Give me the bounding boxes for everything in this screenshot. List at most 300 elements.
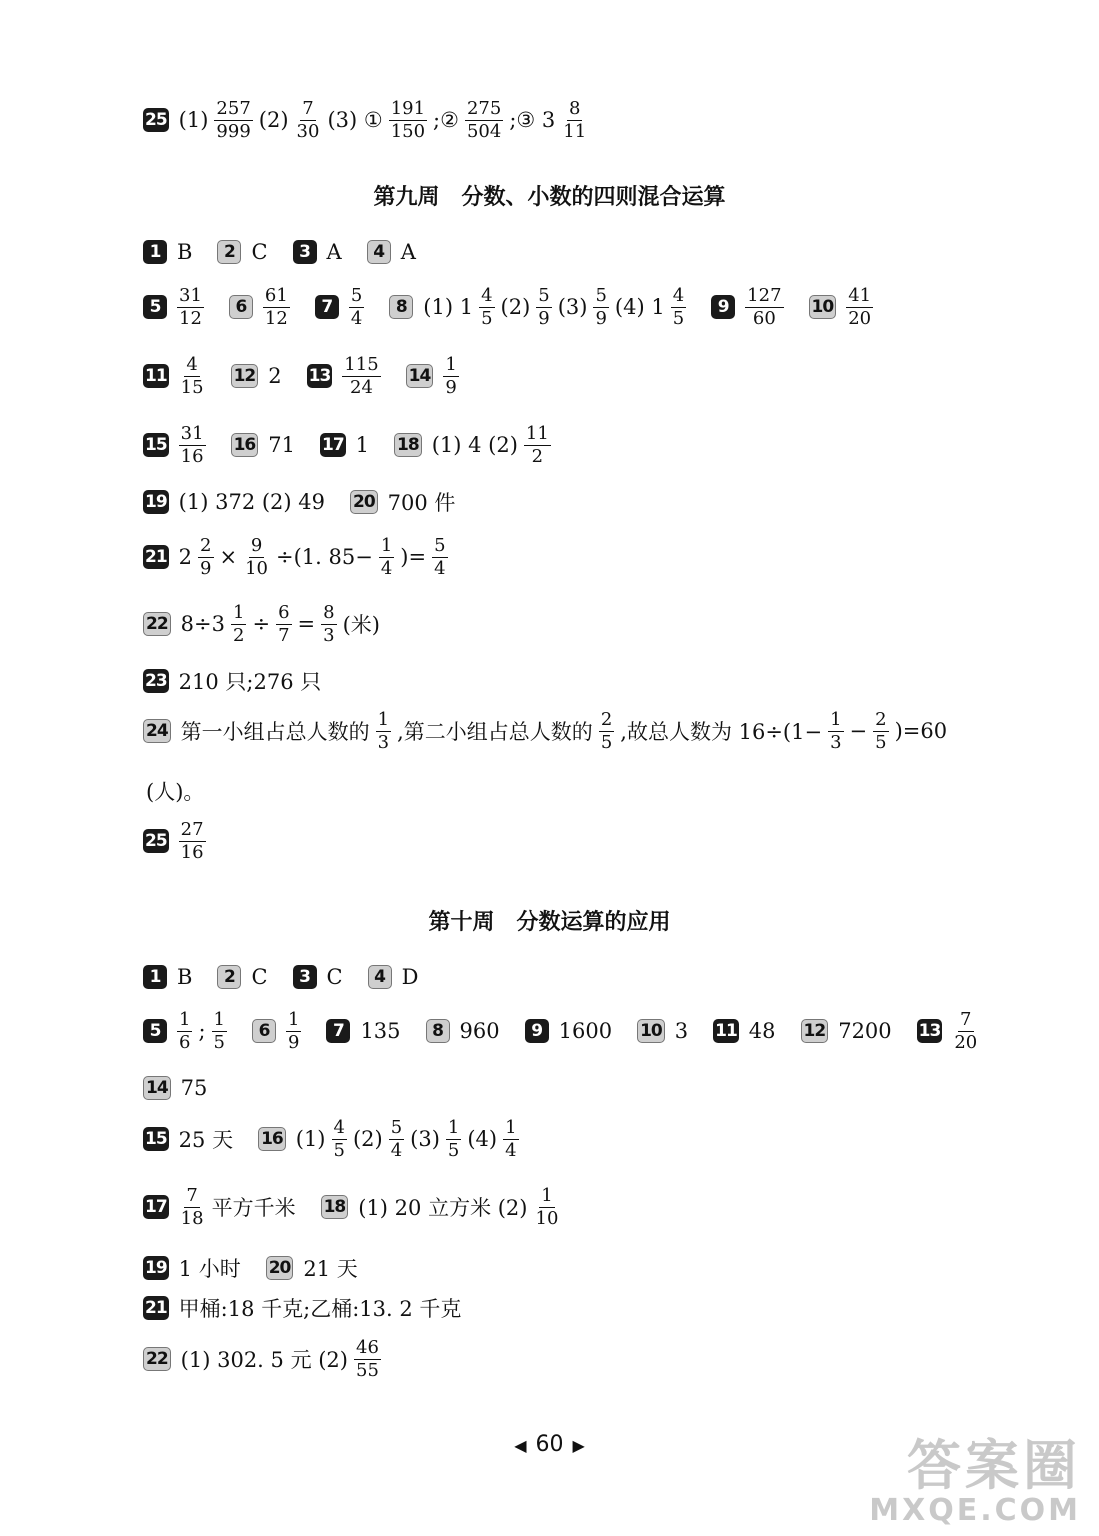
fraction-numerator: 1 bbox=[830, 709, 842, 730]
question-number-badge: 20 bbox=[266, 1256, 294, 1280]
question-number-badge: 5 bbox=[143, 295, 167, 319]
fraction bbox=[354, 1338, 381, 1381]
answer-row bbox=[143, 710, 1039, 753]
fraction-numerator: 31 bbox=[180, 423, 204, 444]
question-number-badge: 6 bbox=[229, 295, 253, 319]
fraction-denominator: 9 bbox=[595, 307, 607, 329]
fraction-denominator: 5 bbox=[333, 1139, 345, 1161]
answer-text: (2) bbox=[352, 1127, 383, 1152]
answer-row bbox=[143, 487, 1039, 517]
answer-text: )= bbox=[400, 545, 427, 570]
answer-text: C bbox=[326, 965, 343, 989]
answer-text: (1) 1 bbox=[423, 295, 474, 320]
answer-item bbox=[801, 1019, 895, 1043]
answer-text: )=60 bbox=[894, 719, 948, 744]
answer-item bbox=[217, 965, 270, 989]
answer-item bbox=[143, 1124, 236, 1154]
fraction bbox=[389, 99, 427, 142]
answer-text: (3) ① bbox=[327, 108, 383, 133]
answer-row bbox=[143, 603, 1039, 646]
answer-text: C bbox=[251, 965, 268, 989]
answer-text: (米) bbox=[342, 613, 380, 638]
fraction-denominator: 9 bbox=[200, 557, 212, 579]
answer-item bbox=[143, 1253, 244, 1283]
answer-row bbox=[143, 965, 1039, 989]
answer-item bbox=[293, 965, 346, 989]
answer-item bbox=[143, 1010, 230, 1053]
answer-text: ÷ bbox=[252, 612, 271, 637]
fraction-denominator: 55 bbox=[356, 1359, 379, 1381]
question-number-badge: 4 bbox=[368, 965, 392, 989]
watermark-logo: 答案圈 bbox=[907, 1434, 1081, 1497]
answer-item bbox=[143, 490, 328, 514]
answer-item bbox=[143, 99, 591, 142]
fraction-numerator: 7 bbox=[186, 1185, 198, 1206]
answer-item bbox=[143, 355, 209, 398]
answer-item bbox=[713, 1019, 778, 1043]
fraction-denominator: 4 bbox=[390, 1139, 403, 1161]
fraction-numerator: 1 bbox=[287, 1009, 300, 1030]
question-number-badge: 3 bbox=[293, 965, 317, 989]
answer-row bbox=[143, 99, 1039, 142]
answer-text: 1 bbox=[355, 433, 370, 458]
question-number-badge: 1 bbox=[143, 965, 167, 989]
answer-text: 71 bbox=[268, 433, 295, 458]
answer-text: D bbox=[401, 965, 419, 989]
answer-item bbox=[143, 424, 209, 467]
fraction-numerator: 11 bbox=[525, 423, 549, 444]
answer-item bbox=[293, 240, 345, 264]
answer-text: ;③ 3 bbox=[509, 108, 556, 133]
fraction-numerator: 257 bbox=[216, 98, 251, 119]
answer-text: 700 件 bbox=[387, 491, 456, 515]
fraction-numerator: 5 bbox=[350, 285, 363, 306]
fraction-numerator: 4 bbox=[672, 285, 685, 306]
fraction-numerator: 5 bbox=[538, 285, 550, 306]
fraction bbox=[376, 710, 391, 753]
answer-item bbox=[143, 710, 950, 753]
question-number-badge: 25 bbox=[145, 110, 167, 131]
answer-text: 甲桶:18 千克;乙桶:13. 2 千克 bbox=[178, 1297, 462, 1321]
question-number-badge: 10 bbox=[637, 1019, 665, 1043]
fraction bbox=[212, 1010, 227, 1053]
question-number-badge: 14 bbox=[143, 1076, 171, 1100]
answer-text: 1 小时 bbox=[178, 1257, 241, 1281]
answer-item bbox=[252, 1010, 304, 1053]
week10-heading: 第十周 分数运算的应用 bbox=[428, 910, 671, 935]
answer-text: B bbox=[177, 965, 193, 989]
answer-text: 2 bbox=[268, 364, 282, 389]
fraction-numerator: 1 bbox=[447, 1117, 460, 1138]
fraction-numerator: 4 bbox=[186, 354, 198, 375]
answer-item bbox=[143, 820, 209, 863]
answer-text: (2) bbox=[258, 108, 289, 133]
fraction-denominator: 11 bbox=[563, 120, 587, 142]
answer-text: 8÷3 bbox=[180, 612, 225, 637]
question-number-badge: 13 bbox=[918, 1021, 941, 1042]
answer-item bbox=[143, 1076, 210, 1100]
fraction-numerator: 1 bbox=[233, 602, 245, 623]
fraction-numerator: 191 bbox=[390, 98, 426, 119]
fraction-denominator: 9 bbox=[445, 376, 457, 398]
answer-text: (3) bbox=[410, 1127, 440, 1152]
fraction-numerator: 5 bbox=[390, 1117, 403, 1138]
fraction-numerator: 4 bbox=[333, 1117, 345, 1138]
question-number-badge: 8 bbox=[426, 1019, 450, 1043]
answer-text: 135 bbox=[360, 1019, 401, 1044]
answer-text: (1) bbox=[295, 1127, 326, 1152]
answer-text: B bbox=[177, 240, 193, 264]
fraction bbox=[671, 286, 686, 329]
fraction-denominator: 3 bbox=[377, 731, 390, 753]
fraction bbox=[593, 286, 608, 329]
fraction-numerator: 1 bbox=[445, 354, 457, 375]
next-arrow-icon: ▶ bbox=[572, 1436, 585, 1455]
fraction bbox=[534, 1186, 561, 1229]
fraction-numerator: 4 bbox=[481, 285, 493, 306]
fraction-numerator: 127 bbox=[747, 285, 782, 306]
fraction-numerator: 1 bbox=[380, 535, 393, 556]
question-number-badge: 18 bbox=[321, 1195, 349, 1219]
answer-text: 210 只;276 只 bbox=[178, 670, 322, 694]
fraction-denominator: 2 bbox=[531, 445, 544, 467]
fraction bbox=[179, 424, 206, 467]
answer-text: 2 bbox=[178, 545, 193, 570]
answer-text: − bbox=[849, 719, 868, 744]
watermark bbox=[869, 1434, 1081, 1528]
answer-text: 平方千米 bbox=[211, 1196, 296, 1221]
fraction-denominator: 20 bbox=[954, 1031, 978, 1053]
question-number-badge: 5 bbox=[143, 1019, 167, 1043]
answer-text: ÷(1. 85− bbox=[276, 545, 373, 570]
answer-row bbox=[143, 240, 1039, 264]
question-number-badge: 12 bbox=[801, 1019, 829, 1043]
fraction bbox=[349, 286, 364, 329]
answer-row bbox=[143, 820, 1039, 863]
answer-row bbox=[143, 1010, 1039, 1053]
answer-item bbox=[229, 286, 293, 329]
fraction-denominator: 15 bbox=[180, 376, 204, 398]
fraction bbox=[503, 1118, 518, 1161]
answer-item bbox=[143, 1338, 384, 1381]
answer-text: = bbox=[297, 612, 316, 637]
fraction-denominator: 12 bbox=[179, 307, 202, 329]
fraction bbox=[443, 355, 458, 398]
fraction bbox=[198, 536, 213, 579]
fraction-denominator: 504 bbox=[466, 120, 502, 142]
question-number-badge: 24 bbox=[143, 719, 171, 743]
question-number-badge: 17 bbox=[321, 435, 344, 456]
answer-text: 1600 bbox=[558, 1019, 613, 1044]
fraction-denominator: 18 bbox=[180, 1207, 204, 1229]
question-number-badge: 11 bbox=[715, 1021, 737, 1042]
question-number-badge: 22 bbox=[143, 1347, 171, 1371]
fraction bbox=[179, 1186, 206, 1229]
answer-item bbox=[368, 965, 422, 989]
fraction-denominator: 30 bbox=[296, 120, 320, 142]
question-number-badge: 1 bbox=[143, 240, 167, 264]
answer-text: (4) bbox=[467, 1127, 498, 1152]
answer-row bbox=[143, 1293, 1039, 1323]
question-number-badge: 2 bbox=[217, 240, 241, 264]
question-number-badge: 7 bbox=[315, 295, 339, 319]
fraction-numerator: 2 bbox=[875, 709, 887, 730]
fraction-denominator: 5 bbox=[600, 731, 613, 753]
fraction-numerator: 8 bbox=[568, 98, 581, 119]
answer-item bbox=[143, 536, 451, 579]
fraction bbox=[214, 99, 252, 142]
fraction-numerator: 46 bbox=[356, 1337, 379, 1358]
fraction-denominator: 5 bbox=[672, 307, 685, 329]
question-number-badge: 16 bbox=[231, 433, 259, 457]
answer-text: (1) 20 立方米 (2) bbox=[358, 1196, 528, 1221]
fraction-numerator: 1 bbox=[377, 709, 390, 730]
fraction bbox=[321, 603, 336, 646]
answer-text: C bbox=[251, 240, 268, 264]
fraction-denominator: 5 bbox=[447, 1139, 460, 1161]
fraction-numerator: 6 bbox=[278, 602, 290, 623]
fraction-denominator: 2 bbox=[233, 624, 245, 646]
question-number-badge: 9 bbox=[525, 1019, 549, 1043]
answer-text: (3) bbox=[557, 295, 588, 320]
fraction bbox=[332, 1118, 347, 1161]
question-number-badge: 15 bbox=[145, 1129, 167, 1150]
question-number-badge: 7 bbox=[326, 1019, 350, 1043]
answer-text: (2) bbox=[500, 295, 531, 320]
answer-item bbox=[231, 364, 285, 388]
answer-text: (1) 4 (2) bbox=[431, 433, 518, 458]
question-number-badge: 11 bbox=[145, 366, 167, 387]
week9-heading: 第九周 分数、小数的四则混合运算 bbox=[373, 185, 726, 210]
answer-text: ; bbox=[198, 1019, 206, 1044]
question-number-badge: 23 bbox=[145, 671, 167, 691]
answer-row bbox=[143, 776, 1039, 806]
answer-item bbox=[143, 1293, 464, 1323]
watermark-url: MXQE.COM bbox=[869, 1493, 1081, 1528]
fraction-denominator: 5 bbox=[481, 307, 493, 329]
answer-text: (4) 1 bbox=[614, 295, 665, 320]
answer-text: 960 bbox=[459, 1019, 500, 1044]
answer-item bbox=[143, 1186, 299, 1229]
fraction-numerator: 2 bbox=[200, 535, 212, 556]
fraction-denominator: 5 bbox=[213, 1031, 225, 1053]
question-number-badge: 21 bbox=[145, 547, 167, 568]
fraction bbox=[479, 286, 494, 329]
fraction bbox=[599, 710, 614, 753]
answer-item bbox=[426, 1019, 503, 1043]
answer-item bbox=[326, 1019, 403, 1043]
fraction bbox=[873, 710, 888, 753]
fraction-denominator: 24 bbox=[350, 376, 373, 398]
fraction bbox=[846, 286, 873, 329]
fraction-numerator: 115 bbox=[344, 354, 379, 375]
answer-row bbox=[143, 1338, 1039, 1381]
answer-text: 75 bbox=[180, 1076, 208, 1100]
answer-item bbox=[809, 286, 877, 329]
fraction bbox=[536, 286, 551, 329]
answer-item bbox=[143, 965, 195, 989]
fraction-numerator: 31 bbox=[179, 285, 202, 306]
answer-text: ,第二小组占总人数的 bbox=[397, 720, 593, 745]
answer-item bbox=[637, 1019, 691, 1043]
prev-arrow-icon: ◀ bbox=[514, 1436, 527, 1455]
fraction bbox=[263, 286, 290, 329]
answer-item bbox=[315, 286, 367, 329]
page-number-value: 60 bbox=[535, 1432, 564, 1457]
answer-text: ,故总人数为 16÷(1− bbox=[620, 720, 823, 745]
fraction-denominator: 16 bbox=[180, 841, 204, 863]
fraction-denominator: 7 bbox=[278, 624, 290, 646]
fraction-numerator: 41 bbox=[848, 285, 872, 306]
fraction-denominator: 3 bbox=[323, 624, 335, 646]
fraction-denominator: 999 bbox=[216, 120, 251, 142]
fraction-denominator: 4 bbox=[380, 557, 393, 579]
fraction-denominator: 3 bbox=[830, 731, 842, 753]
question-number-badge: 2 bbox=[217, 965, 241, 989]
fraction-numerator: 1 bbox=[505, 1117, 517, 1138]
fraction-numerator: 5 bbox=[595, 285, 607, 306]
answer-item bbox=[525, 1019, 615, 1043]
fraction-denominator: 60 bbox=[752, 307, 776, 329]
fraction bbox=[243, 536, 270, 579]
answer-text: A bbox=[326, 240, 342, 264]
answer-row bbox=[143, 355, 1039, 398]
answer-item bbox=[394, 424, 554, 467]
fraction-numerator: 275 bbox=[466, 98, 502, 119]
fraction-numerator: 9 bbox=[250, 535, 263, 556]
question-number-badge: 9 bbox=[711, 295, 735, 319]
answer-text: (1) bbox=[178, 108, 209, 133]
answer-text: A bbox=[400, 240, 416, 264]
fraction bbox=[231, 603, 246, 646]
answer-item bbox=[143, 286, 207, 329]
fraction-denominator: 4 bbox=[350, 307, 363, 329]
fraction bbox=[524, 424, 551, 467]
fraction-denominator: 10 bbox=[535, 1207, 559, 1229]
fraction-numerator: 1 bbox=[179, 1009, 191, 1030]
question-number-badge: 22 bbox=[143, 612, 171, 636]
fraction-denominator: 16 bbox=[180, 445, 204, 467]
fraction-denominator: 4 bbox=[505, 1139, 517, 1161]
answer-row bbox=[143, 1118, 1039, 1161]
answer-item bbox=[143, 603, 383, 646]
question-number-badge: 16 bbox=[258, 1127, 286, 1151]
fraction bbox=[342, 355, 380, 398]
fraction bbox=[179, 820, 206, 863]
fraction-numerator: 27 bbox=[180, 819, 204, 840]
answer-text: (1) 302. 5 元 (2) bbox=[180, 1348, 348, 1373]
answer-text: (人)。 bbox=[146, 780, 205, 804]
fraction bbox=[177, 286, 204, 329]
answer-text: × bbox=[219, 545, 238, 570]
fraction-denominator: 6 bbox=[179, 1031, 191, 1053]
question-number-badge: 21 bbox=[145, 1298, 167, 1318]
answer-item bbox=[266, 1253, 361, 1283]
answer-text: 48 bbox=[748, 1019, 776, 1044]
fraction-denominator: 9 bbox=[538, 307, 550, 329]
question-number-badge: 14 bbox=[406, 364, 434, 388]
answer-text: 21 天 bbox=[303, 1257, 358, 1281]
answer-row bbox=[143, 1076, 1039, 1100]
answer-row bbox=[143, 666, 1039, 696]
fraction bbox=[389, 1118, 404, 1161]
fraction bbox=[379, 536, 394, 579]
answer-text: (1) 372 (2) 49 bbox=[178, 490, 325, 514]
answer-item bbox=[217, 240, 270, 264]
fraction-denominator: 5 bbox=[875, 731, 887, 753]
question-number-badge: 17 bbox=[145, 1197, 167, 1218]
fraction-denominator: 20 bbox=[848, 307, 872, 329]
question-number-badge: 19 bbox=[145, 492, 167, 512]
question-number-badge: 8 bbox=[389, 295, 413, 319]
question-number-badge: 12 bbox=[231, 364, 259, 388]
fraction-numerator: 7 bbox=[302, 98, 314, 119]
fraction bbox=[446, 1118, 461, 1161]
question-number-badge: 10 bbox=[809, 295, 837, 319]
answer-item bbox=[711, 286, 786, 329]
answer-item bbox=[321, 1186, 564, 1229]
fraction-numerator: 8 bbox=[323, 602, 335, 623]
fraction-denominator: 10 bbox=[245, 557, 269, 579]
fraction-denominator: 150 bbox=[390, 120, 426, 142]
fraction-numerator: 2 bbox=[600, 709, 613, 730]
fraction-numerator: 1 bbox=[541, 1185, 553, 1206]
answer-row bbox=[143, 286, 1039, 329]
fraction bbox=[465, 99, 503, 142]
answer-text: 3 bbox=[674, 1019, 689, 1044]
answer-row bbox=[143, 424, 1039, 467]
fraction bbox=[286, 1010, 301, 1053]
answer-item bbox=[143, 666, 324, 696]
fraction bbox=[432, 536, 447, 579]
answer-row bbox=[143, 1186, 1039, 1229]
fraction bbox=[561, 99, 588, 142]
fraction-numerator: 1 bbox=[213, 1009, 225, 1030]
answer-item bbox=[143, 240, 195, 264]
fraction bbox=[179, 355, 206, 398]
answer-item bbox=[406, 355, 462, 398]
question-number-badge: 13 bbox=[308, 366, 331, 387]
answer-item bbox=[143, 776, 207, 806]
answer-text: 7200 bbox=[838, 1019, 892, 1044]
fraction-numerator: 5 bbox=[434, 535, 446, 556]
answer-item bbox=[389, 286, 689, 329]
fraction bbox=[177, 1010, 192, 1053]
answer-text: 25 天 bbox=[178, 1128, 234, 1153]
answer-item bbox=[367, 240, 419, 264]
fraction-numerator: 7 bbox=[960, 1009, 972, 1030]
question-number-badge: 4 bbox=[367, 240, 391, 264]
fraction bbox=[952, 1010, 979, 1053]
fraction-denominator: 9 bbox=[287, 1031, 300, 1053]
fraction-denominator: 12 bbox=[264, 307, 288, 329]
question-number-badge: 20 bbox=[350, 490, 378, 514]
fraction bbox=[295, 99, 322, 142]
question-number-badge: 3 bbox=[293, 240, 317, 264]
fraction bbox=[276, 603, 291, 646]
answer-text: 第一小组占总人数的 bbox=[180, 720, 370, 745]
question-number-badge: 25 bbox=[145, 831, 167, 852]
answer-item bbox=[307, 355, 384, 398]
fraction-numerator: 61 bbox=[264, 285, 288, 306]
answer-item bbox=[231, 433, 298, 457]
answer-row bbox=[143, 1253, 1039, 1283]
fraction bbox=[828, 710, 843, 753]
answer-text: ;② bbox=[433, 108, 459, 133]
answer-row bbox=[143, 536, 1039, 579]
fraction bbox=[745, 286, 783, 329]
answer-item bbox=[917, 1010, 983, 1053]
